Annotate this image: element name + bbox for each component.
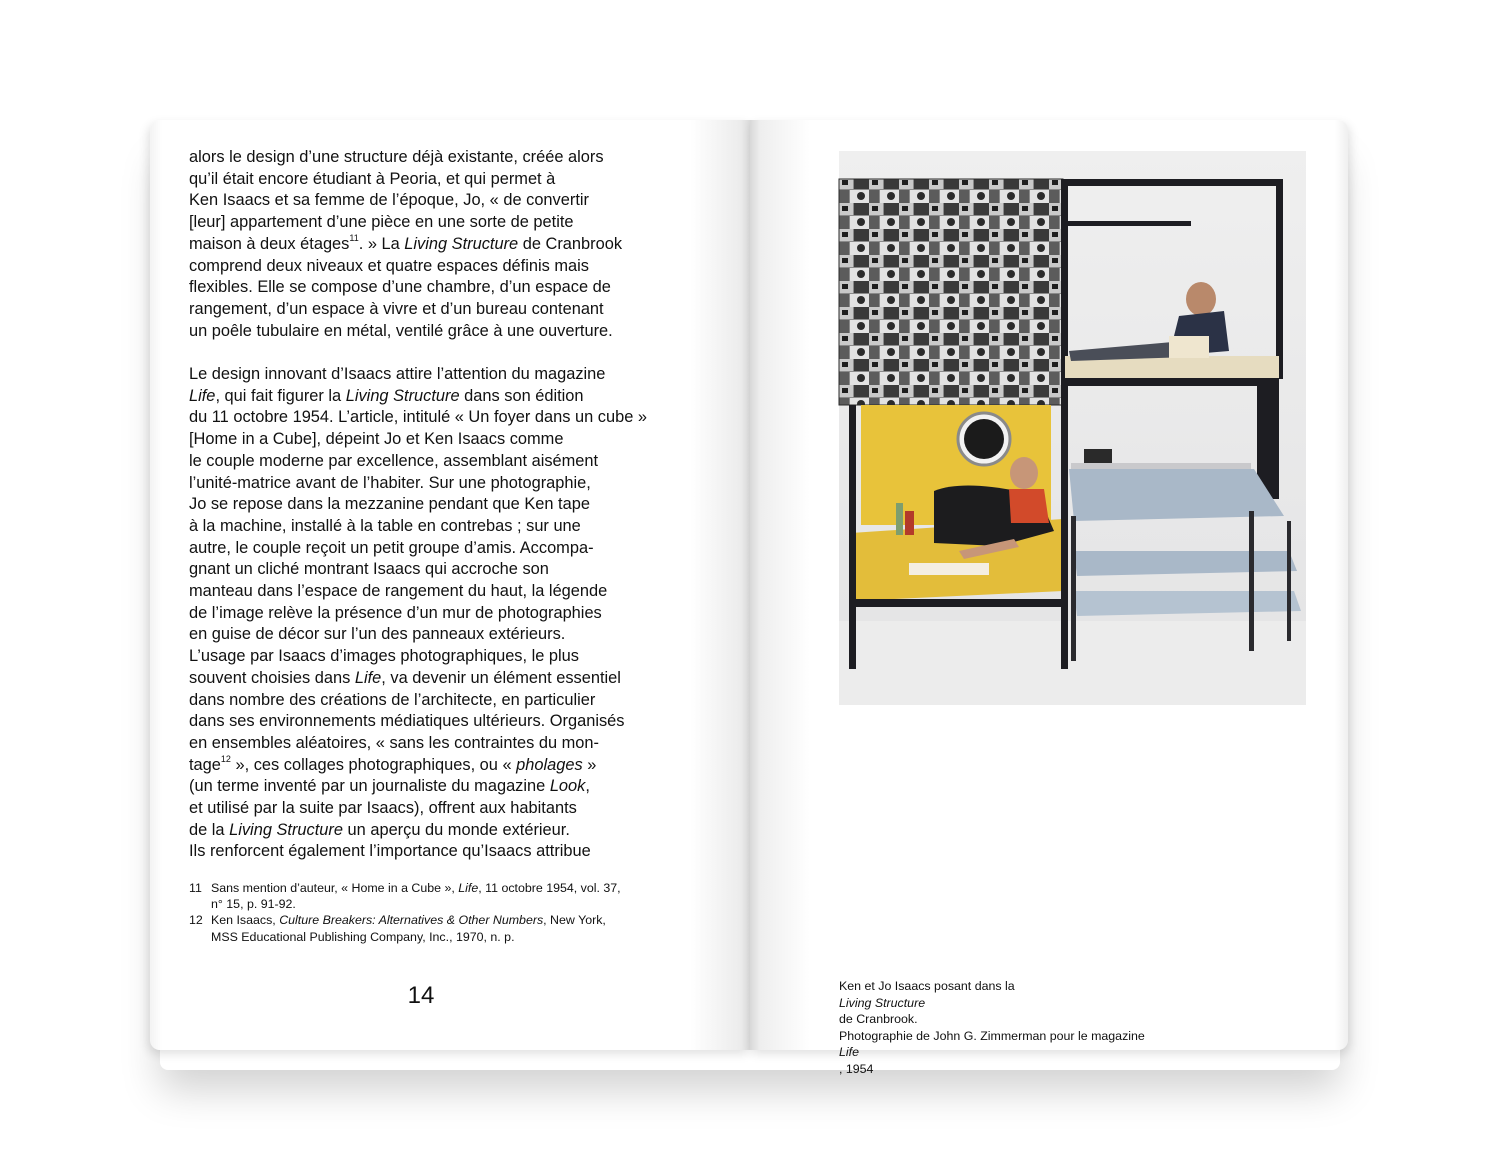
text-run: de Cranbrook. [839,1012,918,1027]
text-line: de l’image relève la présence d’un mur de photographies [189,603,602,622]
body-text [189,147,669,863]
footnote-number: 12 [189,913,203,928]
text-run: (un terme inventé par un journaliste du magazine [189,777,550,796]
text-italic: Living Structure [839,995,926,1010]
text-run: , 11 octobre 1954, vol. 37, [478,881,621,895]
text-italic: Culture Breakers: Alternatives & Other Numbers [279,913,544,928]
text-italic: Living Structure [229,820,343,839]
text-run: maison à deux étages [189,234,350,253]
text-line: Jo se repose dans la mezzanine pendant que Ken tape [189,495,590,514]
footnote-text [211,880,669,912]
left-page [150,120,750,1050]
text-line: dans ses environnements médiatiques ultérieurs. Organisés [189,712,625,731]
text-italic: Life [458,881,479,895]
text-line [189,668,669,690]
text-line: comprend deux niveaux et quatre espaces définis mais [189,256,589,275]
right-page [750,120,1348,1076]
footnote-11 [189,880,669,912]
footnote-ref-11[interactable]: 11 [349,233,359,244]
text-run: n° 15, p. 91-92. [211,897,296,912]
text-run: Ken et Jo Isaacs posant dans la [839,979,1015,993]
text-line [189,776,669,798]
footnote-ref-12[interactable]: 12 [220,754,231,765]
text-run: de Cranbrook [518,234,623,253]
photo-illustration [839,151,1306,705]
text-line: gnant un cliché montrant Isaacs qui accroche son [189,560,549,579]
text-line: Ils renforcent également l’importance qu’Isaacs attribue [189,842,591,861]
text-line: autre, le couple reçoit un petit groupe d’amis. Accompa- [189,538,594,557]
text-run: , 1954 [839,1061,874,1076]
text-italic: Living Structure [345,386,460,405]
paragraph-2 [189,364,669,863]
text-italic: Living Structure [404,234,519,253]
text-line: rangement, d’un espace à vivre et d’un bureau contenant [189,299,604,318]
caption-line [839,978,1309,1028]
footnotes [189,880,669,945]
text-line: manteau dans l’espace de rangement du haut, la légende [189,582,608,601]
text-run: », ces collages photographiques, ou « [230,755,517,774]
footnote-12 [189,912,669,944]
text-line: et utilisé par la suite par Isaacs), offrent aux habitants [189,799,577,818]
text-line: du 11 octobre 1954. L’article, intitulé « Un foyer dans un cube » [189,408,648,427]
text-line: un poêle tubulaire en métal, ventilé grâce à une ouverture. [189,321,613,340]
footnote-number: 11 [189,881,202,895]
text-run: de la [189,820,230,839]
text-line [189,820,669,842]
text-run: un aperçu du monde extérieur. [343,820,570,839]
photo-caption [839,978,1309,1078]
text-italic: Life [189,386,216,405]
text-italic: Look [549,777,586,796]
text-italic: Life [839,1045,859,1060]
text-run: , qui fait figurer la [215,386,346,405]
text-run: , [585,777,590,796]
page-number: 14 [407,982,435,1009]
text-line: qu’il était encore étudiant à Peoria, et qui permet à [189,169,556,188]
text-italic: pholages [516,755,583,774]
text-line [189,234,669,256]
text-line: le couple moderne par excellence, assemblant aisément [189,451,599,470]
paragraph-1 [189,147,669,342]
text-run: , va devenir un élément essentiel [381,668,621,687]
text-line: l’unité-matrice avant de l’habiter. Sur une photographie, [189,473,591,492]
caption-line [839,1028,1309,1078]
text-line [189,755,669,777]
text-run: MSS Educational Publishing Company, Inc., 1970, n. p. [211,929,515,944]
text-line: [Home in a Cube], dépeint Jo et Ken Isaacs comme [189,430,564,449]
text-italic: Life [354,668,382,687]
text-line: Ken Isaacs et sa femme de l’époque, Jo, « de convertir [189,191,589,210]
text-line: [leur] appartement d’une pièce en une sorte de petite [189,213,574,232]
text-line: alors le design d’une structure déjà existante, créée alors [189,148,604,166]
text-run: dans son édition [459,386,584,405]
text-run: Photographie de John G. Zimmerman pour le magazine [839,1028,1145,1043]
text-line [189,386,669,408]
text-run: » [582,755,597,774]
text-run: Ken Isaacs, [211,913,280,928]
text-line: en guise de décor sur l’un des panneaux extérieurs. [189,625,566,644]
living-structure-photo [839,151,1306,705]
text-line: Le design innovant d’Isaacs attire l’attention du magazine [189,365,606,384]
photo-collage-wall [839,179,1063,405]
text-run: tage [189,755,221,774]
text-run: souvent choisies dans [189,668,355,687]
text-run: Sans mention d’auteur, « Home in a Cube », [211,881,459,895]
text-line: flexibles. Elle se compose d’une chambre, d’un espace de [189,278,611,297]
text-line: dans nombre des créations de l’architecte, en particulier [189,690,596,709]
text-line: L’usage par Isaacs d’images photographiques, le plus [189,647,579,666]
text-line: à la machine, installé à la table en contrebas ; sur une [189,516,581,535]
text-line: en ensembles aléatoires, « sans les contraintes du mon- [189,733,599,752]
footnote-text [211,912,669,944]
text-run: , New York, [543,913,606,928]
text-run: . » La [358,234,405,253]
